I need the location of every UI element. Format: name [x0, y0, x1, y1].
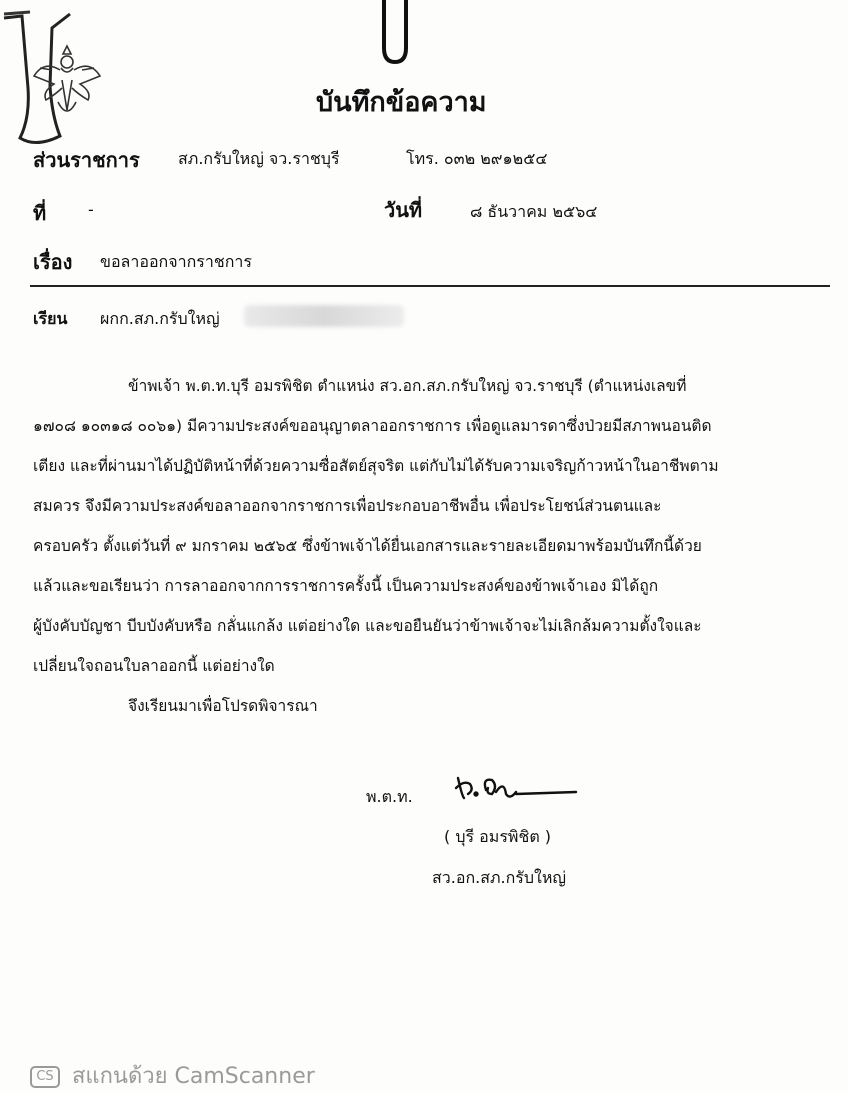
to-value: ผกก.สภ.กรับใหญ่ [100, 309, 220, 328]
ref-label: ที่ [33, 201, 47, 225]
body-line: ผู้บังคับบัญชา บีบบังคับหรือ กลั่นแกล้ง แต่อย่างใด และขอยืนยันว่าข้าพเจ้าจะไม่เลิกล้มความตั้งใจและ [33, 617, 702, 635]
date-value: ๘ ธันวาคม ๒๕๖๔ [470, 202, 598, 221]
agency-value: สภ.กรับใหญ่ จว.ราชบุรี [178, 149, 340, 168]
subject-label: เรื่อง [33, 250, 73, 274]
body-line: ข้าพเจ้า พ.ต.ท.บุรี อมรพิชิต ตำแหน่ง สว.อก.สภ.กรับใหญ่ จว.ราชบุรี (ตำแหน่งเลขที่ [128, 377, 687, 395]
subject-value: ขอลาออกจากราชการ [100, 252, 252, 271]
paper-clip-icon [378, 0, 412, 66]
body-line: สมควร จึงมีความประสงค์ขอลาออกจากราชการเพื่อประกอบอาชีพอื่น เพื่อประโยชน์ส่วนตนและ [33, 497, 662, 515]
signature-rank: พ.ต.ท. [366, 787, 413, 806]
camscanner-watermark [30, 1058, 315, 1093]
handwritten-signature [452, 770, 582, 806]
to-label: เรียน [33, 309, 68, 328]
body-line: เตียง และที่ผ่านมาได้ปฏิบัติหน้าที่ด้วยความซื่อสัตย์สุจริต แต่กับไม่ได้รับความเจริญก้าวหน้าในอาชีพตาม [33, 457, 719, 475]
body-line: แล้วและขอเรียนว่า การลาออกจากการราชการครั้งนี้ เป็นความประสงค์ของข้าพเจ้าเอง มิได้ถูก [33, 577, 659, 595]
ref-value: - [88, 200, 94, 219]
header-divider [30, 285, 830, 287]
memo-title: บันทึกข้อความ [316, 87, 487, 118]
signature-name: ( บุรี อมรพิชิต ) [444, 827, 552, 846]
redacted-name [244, 305, 404, 327]
agency-label: ส่วนราชการ [33, 148, 140, 172]
body-line: เปลี่ยนใจถอนใบลาออกนี้ แต่อย่างใด [33, 657, 275, 675]
camscanner-logo-icon: CS [30, 1066, 60, 1088]
date-label: วันที่ [384, 198, 423, 222]
body-line: ๑๗๐๘ ๑๐๓๑๘ ๐๐๖๑) มีความประสงค์ขออนุญาตลาออกราชการ เพื่อดูแลมารดาซึ่งป่วยมีสภาพนอนติด [33, 417, 712, 435]
garuda-emblem-icon [30, 40, 104, 120]
body-line: ครอบครัว ตั้งแต่วันที่ ๙ มกราคม ๒๕๖๕ ซึ่งข้าพเจ้าได้ยื่นเอกสารและรายละเอียดมาพร้อมบันทึกนี้ด้วย [33, 537, 702, 555]
watermark-text: สแกนด้วย CamScanner [72, 1064, 315, 1089]
signature-position: สว.อก.สภ.กรับใหญ่ [432, 868, 567, 887]
closing-line: จึงเรียนมาเพื่อโปรดพิจารณา [128, 697, 318, 715]
phone-number: โทร. ๐๓๒ ๒๙๑๒๕๔ [406, 149, 548, 168]
